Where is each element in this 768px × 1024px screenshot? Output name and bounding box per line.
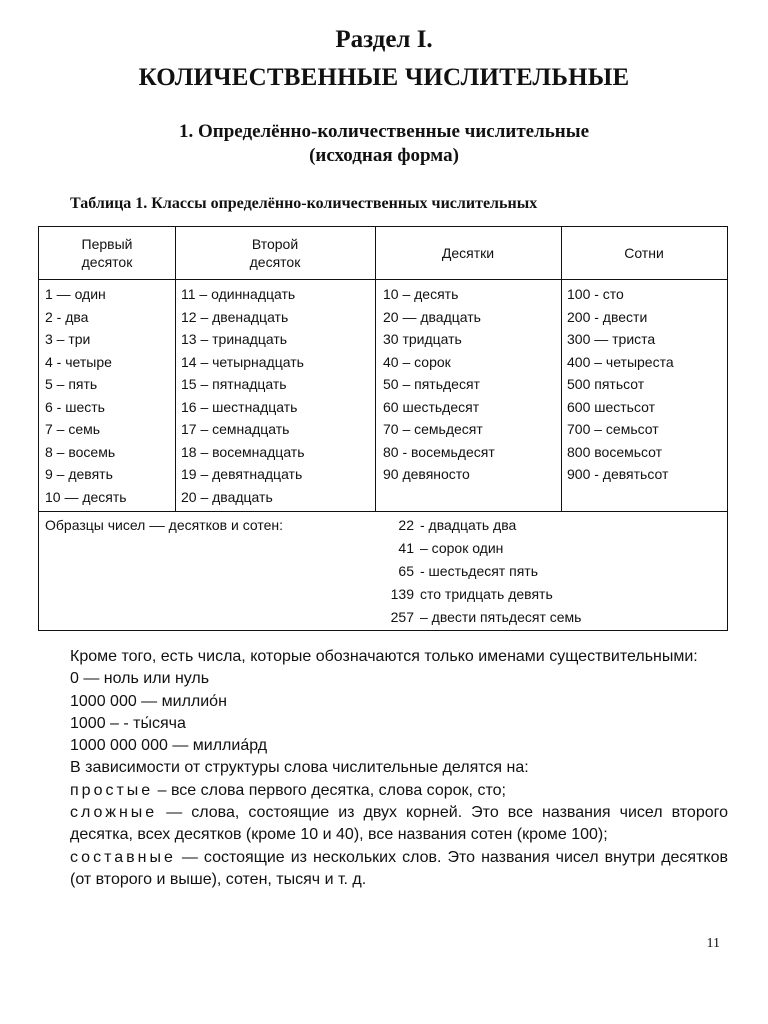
- table-cell: 70 – семьдесят: [383, 421, 483, 437]
- table-header-divider: [39, 279, 727, 280]
- table-cell: 10 – десять: [383, 286, 459, 302]
- subsection-title-line2: (исходная форма): [309, 145, 459, 166]
- column-hundreds: [567, 283, 674, 486]
- paragraph-structure: В зависимости от структуры слова числительные делятся на:: [70, 759, 529, 777]
- paragraph-compound: [70, 847, 728, 892]
- table-cell: 4 - четыре: [45, 353, 112, 370]
- table-cell: 3 – три: [45, 331, 91, 347]
- paragraph-intro: Кроме того, есть числа, которые обозначаются только именами существительными:: [70, 648, 698, 665]
- table-cell: 7 – семь: [45, 421, 101, 437]
- term-complex: сложные: [70, 804, 158, 822]
- header-hundreds: [561, 227, 727, 279]
- page-number: 11: [706, 936, 720, 951]
- table-cell: 900 - девятьсот: [567, 466, 669, 482]
- header-second-ten-line1: Второй: [251, 236, 299, 252]
- example-billion: 1000 000 000 — миллиа́рд: [70, 737, 268, 755]
- table-cell: 600 шестьсот: [567, 398, 656, 415]
- table-cell: 20 – двадцать: [181, 488, 273, 505]
- definition-complex: — слова, состоящие из двух корней. Это все названия чисел второго десятка, всех десятков (кроме 10 и 40), все названия сотен (кроме 100);: [70, 804, 728, 844]
- sample-row: [384, 514, 581, 537]
- table-cell: 40 – сорок: [383, 353, 451, 370]
- column-first-ten: [45, 283, 127, 508]
- table-cell: 1 — один: [45, 286, 106, 302]
- sample-row: [384, 606, 581, 629]
- table-cell: 18 – восемнадцать: [181, 443, 305, 460]
- table-cell: 15 – пятнадцать: [181, 376, 287, 392]
- sample-text: сто тридцать девять: [420, 586, 553, 602]
- column-second-ten: [181, 283, 305, 508]
- table-cell: 14 – четырнадцать: [181, 353, 304, 370]
- table-cell: 100 - сто: [567, 286, 624, 302]
- definition-simple: – все слова первого десятка, слова сорок, сто;: [153, 781, 506, 799]
- table-cell: 80 - восемьдесят: [383, 443, 495, 460]
- table-cell: 6 - шесть: [45, 398, 105, 415]
- table-cell: 800 восемьсот: [567, 443, 663, 460]
- example-zero: 0 — ноль или нуль: [70, 670, 210, 688]
- samples-list: [384, 514, 581, 629]
- definition-compound: — состоящие из нескольких слов. Это названия чисел внутри десятков (от второго и выше), сотен, тысяч и т. д.: [70, 848, 728, 888]
- section-heading: Раздел I.: [335, 26, 433, 53]
- sample-number: 257: [390, 609, 414, 625]
- table-cell: 11 – одиннадцать: [181, 286, 296, 302]
- sample-text: - шестьдесят пять: [420, 563, 538, 579]
- header-first-ten-line2: десяток: [81, 254, 133, 270]
- table-cell: 90 девяносто: [383, 466, 470, 482]
- sample-text: – сорок один: [420, 540, 504, 556]
- sample-number: 41: [398, 540, 414, 556]
- example-thousand: 1000 – - ты́сяча: [70, 714, 186, 732]
- table-cell: 700 – семьсот: [567, 421, 659, 437]
- table-cell: 500 пятьсот: [567, 376, 645, 392]
- table-cell: 2 - два: [45, 308, 89, 325]
- table-cell: 50 – пятьдесят: [383, 376, 480, 392]
- table-cell: 17 – семнадцать: [181, 421, 290, 437]
- header-hundreds-line1: Сотни: [624, 245, 664, 261]
- table-cell: 20 — двадцать: [383, 308, 481, 325]
- table-cell: 9 – девять: [45, 466, 113, 482]
- table-cell: 19 – девятнадцать: [181, 466, 303, 482]
- example-million: 1000 000 — миллио́н: [70, 692, 227, 710]
- body-text: [70, 646, 728, 891]
- chapter-title: КОЛИЧЕСТВЕННЫЕ ЧИСЛИТЕЛЬНЫЕ: [138, 64, 630, 91]
- term-compound: составные: [70, 848, 176, 866]
- table-caption: Таблица 1. Классы определённо-количественных числительных: [70, 195, 538, 212]
- table-cell: 400 – четыреста: [567, 353, 674, 370]
- table-cell: 60 шестьдесят: [383, 398, 480, 415]
- sample-row: [384, 583, 581, 606]
- table-cell: 300 — триста: [567, 331, 656, 347]
- header-tens-line1: Десятки: [441, 245, 495, 261]
- numerals-table: [38, 226, 728, 631]
- sample-text: – двести пятьдесят семь: [420, 609, 582, 625]
- sample-number: 65: [398, 563, 414, 579]
- header-first-ten-line1: Первый: [81, 236, 133, 252]
- table-cell: 16 – шестнадцать: [181, 398, 298, 415]
- table-cell: 12 – двенадцать: [181, 308, 289, 325]
- subsection-title-line1: 1. Определённо-количественные числительные: [178, 121, 590, 142]
- sample-row: [384, 560, 581, 583]
- samples-label: Образцы чисел –– десятков и сотен:: [45, 517, 284, 533]
- header-second-ten: [175, 227, 375, 279]
- sample-number: 22: [398, 517, 414, 533]
- column-tens: [383, 283, 495, 486]
- paragraph-complex: [70, 802, 728, 847]
- table-cell: 13 – тринадцать: [181, 331, 288, 347]
- sample-text: - двадцать два: [420, 517, 517, 533]
- sample-row: [384, 537, 581, 560]
- header-second-ten-line2: десяток: [249, 254, 301, 270]
- subsection-title: [0, 120, 768, 168]
- header-first-ten: [39, 227, 175, 279]
- table-cell: 30 тридцать: [383, 331, 462, 347]
- table-cell: 200 - двести: [567, 308, 648, 325]
- paragraph-simple: [70, 780, 728, 802]
- table-cell: 5 – пять: [45, 376, 98, 392]
- sample-number: 139: [390, 586, 414, 602]
- table-samples-divider: [39, 511, 727, 512]
- table-cell: 10 — десять: [45, 488, 127, 505]
- term-simple: простые: [70, 781, 154, 799]
- table-cell: 8 – восемь: [45, 443, 116, 460]
- header-tens: [375, 227, 561, 279]
